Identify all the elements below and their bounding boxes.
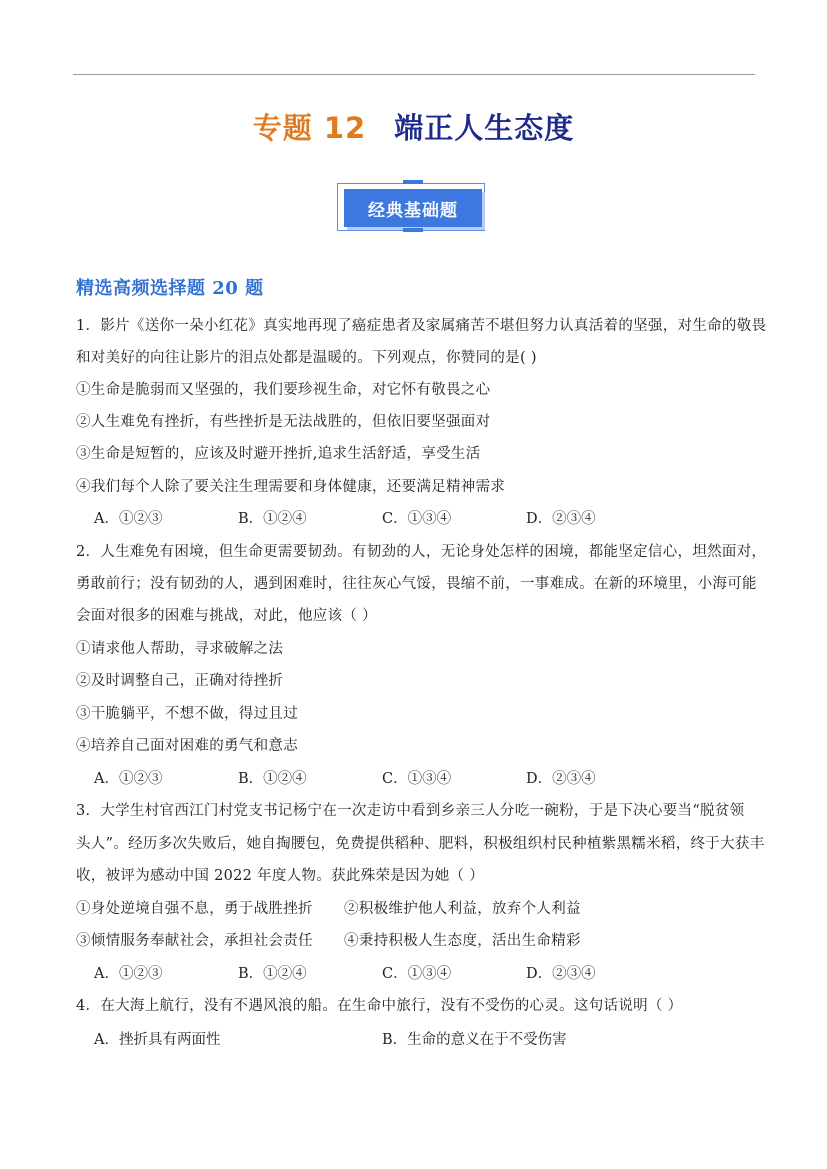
question-stem-line: 4．在大海上航行，没有不遇风浪的船。在生命中旅行，没有不受伤的心灵。这句话说明（ ） [76,998,683,1014]
statement: ③干脆躺平，不想不做，得过且过 [76,706,298,722]
question-stem-line: 和对美好的向往让影片的泪点处都是温暖的。下列观点，你赞同的是( ) [76,350,537,366]
statement: ③生命是短暂的，应该及时避开挫折,追求生活舒适，享受生活 [76,446,481,462]
title-main: 端正人生态度 [394,111,575,145]
title-prefix: 专题 12 [252,111,367,145]
option-c[interactable]: C．①③④ [382,511,452,527]
option-c[interactable]: C．①③④ [382,966,452,982]
section-badge [337,183,489,235]
statement: ①身处逆境自强不息，勇于战胜挫折 [76,901,313,917]
option-d[interactable]: D．②③④ [526,771,596,787]
statement: ④我们每个人除了要关注生理需要和身体健康，还要满足精神需求 [76,479,506,495]
statement: ③倾情服务奉献社会，承担社会责任 [76,933,313,949]
option-b[interactable]: B．①②④ [238,771,307,787]
top-divider [73,74,755,75]
question-stem-line: 勇敢前行；没有韧劲的人，遇到困难时，往往灰心气馁，畏缩不前，一事难成。在新的环境里，小海可能 [76,576,757,592]
option-d[interactable]: D．②③④ [526,511,596,527]
statement: ②人生难免有挫折，有些挫折是无法战胜的，但依旧要坚强面对 [76,414,491,430]
question-stem-line: 2．人生难免有困境，但生命更需要韧劲。有韧劲的人，无论身处怎样的困境，都能坚定信心，坦然面对， [76,544,767,560]
statement: ④培养自己面对困难的勇气和意志 [76,738,298,754]
option-c[interactable]: C．①③④ [382,771,452,787]
statement: ①生命是脆弱而又坚强的，我们要珍视生命，对它怀有敬畏之心 [76,382,491,398]
option-a[interactable]: A．挫折具有两面性 [94,1032,221,1048]
statement: ②及时调整自己，正确对待挫折 [76,673,284,689]
page-title [0,106,827,147]
badge-tick-top [403,180,423,184]
option-b[interactable]: B．生命的意义在于不受伤害 [382,1032,567,1048]
question-stem-line: 头人”。经历多次失败后，她自掏腰包，免费提供稻种、肥料，积极组织村民种植紫黑糯米稻，终于大获丰 [76,836,765,852]
badge-tick-bottom [403,228,423,232]
badge-label: 经典基础题 [344,189,482,227]
statement: ④秉持积极人生态度，活出生命精彩 [344,933,581,949]
option-a[interactable]: A．①②③ [94,511,163,527]
option-b[interactable]: B．①②④ [238,511,307,527]
option-d[interactable]: D．②③④ [526,966,596,982]
question-stem-line: 1．影片《送你一朵小红花》真实地再现了癌症患者及家属痛苦不堪但努力认真活着的坚强，对生命的敬畏 [76,318,767,334]
statement: ①请求他人帮助，寻求破解之法 [76,641,284,657]
statement: ②积极维护他人利益，放弃个人利益 [344,901,581,917]
question-stem-line: 3．大学生村官西江门村党支书记杨宁在一次走访中看到乡亲三人分吃一碗粉，于是下决心要当“脱贫领 [76,803,745,819]
question-stem-line: 会面对很多的困难与挑战，对此，他应该（ ） [76,608,377,624]
question-stem-line: 收，被评为感动中国 2022 年度人物。获此殊荣是因为她（ ） [76,868,485,884]
option-a[interactable]: A．①②③ [94,966,163,982]
option-b[interactable]: B．①②④ [238,966,307,982]
option-a[interactable]: A．①②③ [94,771,163,787]
section-heading: 精选高频选择题 20 题 [76,278,264,299]
